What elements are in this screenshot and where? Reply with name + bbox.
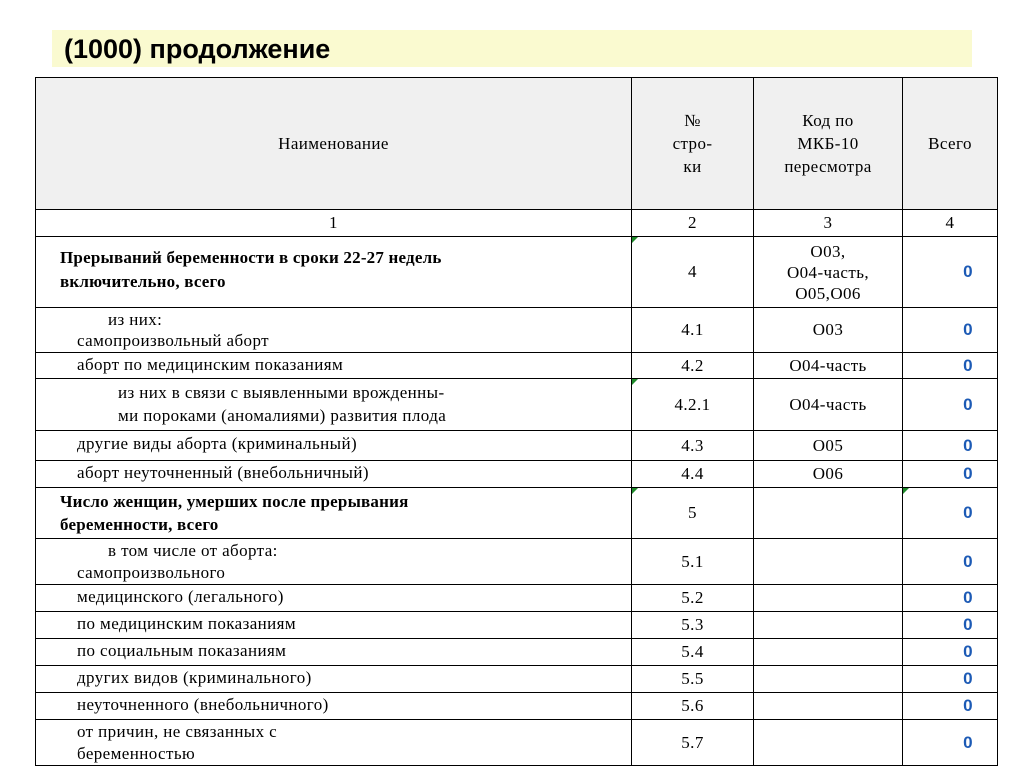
row-number: 5.1 <box>632 539 754 585</box>
row-number: 5 <box>632 488 754 539</box>
row-name: медицинского (легального) <box>36 585 632 612</box>
table-row <box>36 585 998 612</box>
icd-code: О06 <box>754 461 903 488</box>
row-number: 5.4 <box>632 639 754 666</box>
page-title: (1000) продолжение <box>64 34 331 64</box>
row-name: Прерываний беременности в сроки 22-27 недель включительно, всего <box>36 237 632 308</box>
total-value[interactable]: 0 <box>903 308 998 353</box>
form-1000-table <box>35 77 998 766</box>
table-row <box>36 431 998 461</box>
row-name: из них в связи с выявленными врожденны- ми пороками (аномалиями) развития плода <box>36 379 632 431</box>
row-number: 4 <box>632 237 754 308</box>
table-row <box>36 237 998 308</box>
table-row <box>36 539 998 585</box>
table-row <box>36 488 998 539</box>
row-number: 5.5 <box>632 666 754 693</box>
table-row <box>36 693 998 720</box>
table-row <box>36 666 998 693</box>
total-value[interactable]: 0 <box>903 693 998 720</box>
row-name: неуточненного (внебольничного) <box>36 693 632 720</box>
row-number: 4.1 <box>632 308 754 353</box>
column-number: 4 <box>903 210 998 237</box>
row-number: 4.2 <box>632 353 754 379</box>
row-name: от причин, не связанных с беременностью <box>36 720 632 766</box>
table-row <box>36 353 998 379</box>
table-row <box>36 639 998 666</box>
total-value[interactable]: 0 <box>903 612 998 639</box>
total-value[interactable]: 0 <box>903 585 998 612</box>
header-row-number: № стро- ки <box>632 78 754 210</box>
table-row <box>36 308 998 353</box>
total-value[interactable]: 0 <box>903 353 998 379</box>
total-value[interactable]: 0 <box>903 720 998 766</box>
column-number: 2 <box>632 210 754 237</box>
total-value[interactable]: 0 <box>903 539 998 585</box>
error-marker-icon <box>632 488 638 494</box>
total-value[interactable]: 0 <box>903 488 998 539</box>
icd-code <box>754 612 903 639</box>
row-number: 4.3 <box>632 431 754 461</box>
row-number: 5.3 <box>632 612 754 639</box>
row-name: по медицинским показаниям <box>36 612 632 639</box>
icd-code <box>754 639 903 666</box>
error-marker-icon <box>632 237 638 243</box>
icd-code <box>754 720 903 766</box>
row-number: 5.2 <box>632 585 754 612</box>
row-name: других видов (криминального) <box>36 666 632 693</box>
table-row <box>36 461 998 488</box>
icd-code: О04-часть <box>754 353 903 379</box>
row-name: аборт неуточненный (внебольничный) <box>36 461 632 488</box>
total-value[interactable]: 0 <box>903 237 998 308</box>
error-marker-icon <box>632 379 638 385</box>
header-total: Всего <box>903 78 998 210</box>
total-value[interactable]: 0 <box>903 431 998 461</box>
icd-code: О03 <box>754 308 903 353</box>
total-value[interactable]: 0 <box>903 666 998 693</box>
icd-code <box>754 693 903 720</box>
icd-code: О04-часть <box>754 379 903 431</box>
icd-code: О03, О04-часть, О05,О06 <box>754 237 903 308</box>
row-number: 4.4 <box>632 461 754 488</box>
icd-code: О05 <box>754 431 903 461</box>
table-row <box>36 379 998 431</box>
row-name: Число женщин, умерших после прерывания беременности, всего <box>36 488 632 539</box>
title-bar <box>52 30 972 67</box>
column-number: 3 <box>754 210 903 237</box>
table-row <box>36 612 998 639</box>
row-number: 4.2.1 <box>632 379 754 431</box>
row-number: 5.6 <box>632 693 754 720</box>
icd-code <box>754 539 903 585</box>
column-number: 1 <box>36 210 632 237</box>
row-name: из них: самопроизвольный аборт <box>36 308 632 353</box>
icd-code <box>754 488 903 539</box>
row-name: другие виды аборта (криминальный) <box>36 431 632 461</box>
icd-code <box>754 585 903 612</box>
total-value[interactable]: 0 <box>903 639 998 666</box>
row-name: в том числе от аборта: самопроизвольного <box>36 539 632 585</box>
error-marker-icon <box>903 488 909 494</box>
icd-code <box>754 666 903 693</box>
row-name: аборт по медицинским показаниям <box>36 353 632 379</box>
row-number: 5.7 <box>632 720 754 766</box>
row-name: по социальным показаниям <box>36 639 632 666</box>
header-row <box>36 78 998 210</box>
total-value[interactable]: 0 <box>903 379 998 431</box>
header-name: Наименование <box>36 78 632 210</box>
table-row <box>36 720 998 766</box>
header-icd-code: Код по МКБ-10 пересмотра <box>754 78 903 210</box>
total-value[interactable]: 0 <box>903 461 998 488</box>
column-number-row <box>36 210 998 237</box>
